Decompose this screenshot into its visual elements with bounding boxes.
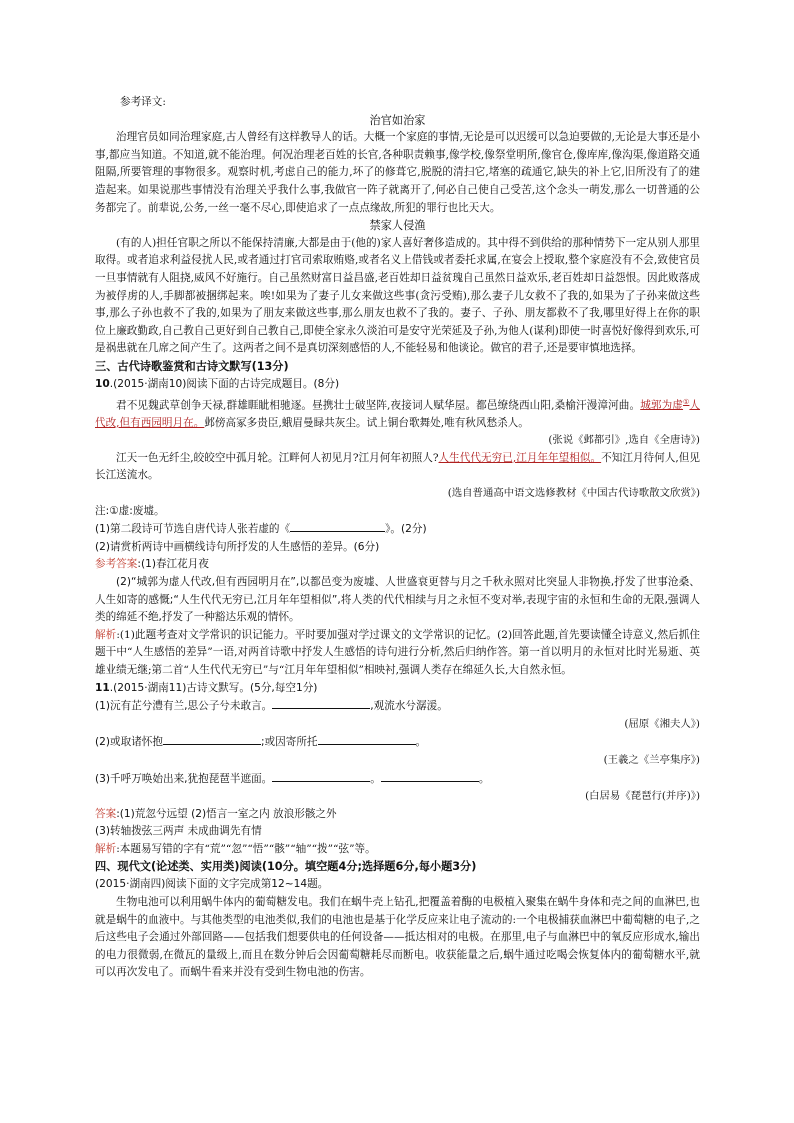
q11-line3-mid: 。 xyxy=(370,772,381,785)
q10-number: 10 xyxy=(95,377,110,390)
q10-answer1: :(1)春江花月夜 xyxy=(137,558,209,571)
q10-poem2-underlined: 人生代代无穷已,江月年年望相似。 xyxy=(438,451,602,464)
q11-analysis xyxy=(95,841,700,859)
essay2-title: 禁家人侵渔 xyxy=(369,219,426,233)
q11-line1 xyxy=(95,697,700,716)
q10-poem2-post: 不知江月待何人,但见长江送流水。 xyxy=(95,451,700,482)
q11-source3: (白居易《琵琶行(并序)》) xyxy=(585,790,700,803)
q10-note: 注:①虚:废墟。 xyxy=(95,504,165,517)
q10-sub1-blank[interactable] xyxy=(290,520,385,532)
q10-poem2-pre: 江天一色无纤尘,皎皎空中孤月轮。江畔何人初见月?江月何年初照人? xyxy=(116,451,439,464)
q10-poem1-post: 邺傍高冢多贵臣,蛾眉曼睩共灰尘。试上铜台歌舞处,唯有秋风愁杀人。 xyxy=(204,416,529,429)
q10-poem1-underlined-b: 人代改,但有西园明月在。 xyxy=(95,399,701,429)
q10-source2: (选自普通高中语文选修教材《中国古代诗歌散文欣赏》) xyxy=(447,487,700,499)
q11-line1-pre: (1)沅有芷兮澧有兰,思公子兮未敢言。 xyxy=(95,700,273,713)
q10-answer-line2: (2)“城郭为虚人代改,但有西园明月在”,以都邑变为废墟、人世盛衰更替与月之千秋永照对比突显人非物换,抒发了世事沧桑、人生如寄的感慨;“人生代代无穷已,江月年年望相似”,将人类的代代相续与月之永恒不变对举,表现宇宙的永恒和生命的无限,强调人类的绵延不绝,抒发了一种豁达乐观的情怀。 xyxy=(95,575,700,624)
q10-sub1 xyxy=(95,520,700,539)
q10-poem2 xyxy=(95,450,700,485)
q11-heading xyxy=(95,680,700,698)
q11-line3-pre: (3)千呼万唤始出来,犹抱琵琶半遮面。 xyxy=(95,772,273,785)
q11-source2: (王羲之《兰亭集序》) xyxy=(603,753,700,766)
q12-body: 生物电池可以利用蜗牛体内的葡萄糖发电。我们在蜗牛壳上钻孔,把覆盖着酶的电极植入聚集在蜗牛身体和壳之间的血淋巴,也就是蜗牛的血液中。与其他类型的电池类似,我们的电池也是基于化学反应来让电子流动的:一个电极捕获血淋巴中葡萄糖的电子,之后这些电子会通过外部回路——包括我们想要供电的任何设备——抵达相对的电极。在那里,电子与血淋巴中的氧反应形成水,输出的电力很微弱,在微瓦的量级上,而且在数分钟后会因葡萄糖耗尽而断电。收获能量之后,蜗牛通过吃喝会恢复体内的葡萄糖水平,就可以再次发电了。而蜗牛看来并没有受到生物电池的伤害。 xyxy=(95,896,700,979)
reference-translation-label: 参考译文: xyxy=(120,96,166,108)
q11-blank5[interactable] xyxy=(381,770,479,782)
answer-label: 参考答案 xyxy=(95,558,138,571)
q11-line3 xyxy=(95,770,700,789)
q10-poem1-underlined-a: 城郭为虚 xyxy=(640,399,684,412)
q10-sub2: (2)请赏析两诗中画横线诗句所抒发的人生感悟的差异。(6分) xyxy=(95,540,380,553)
analysis-label: 解析 xyxy=(95,842,117,855)
answer-label: 答案 xyxy=(95,807,117,820)
q11-answer1: :(1)荒忽兮远望 (2)悟言一室之内 放浪形骸之外 xyxy=(116,807,337,820)
q11-source1: (屈原《湘夫人》) xyxy=(624,717,700,730)
q11-line3-post: 。 xyxy=(478,772,490,785)
q11-line1-post: ,观流水兮潺湲。 xyxy=(370,700,448,713)
q10-poem1-pre: 君不见魏武草创争天禄,群雄睚眦相驰逐。昼携壮士破坚阵,夜接词人赋华屋。都邑缭绕西山阳,桑榆汗漫漳河曲。 xyxy=(116,399,641,412)
q10-source1: (张说《邺都引》,选自《全唐诗》) xyxy=(548,434,700,447)
q11-answer-line1 xyxy=(95,806,700,824)
q11-blank1[interactable] xyxy=(272,697,370,709)
q10-poem1 xyxy=(95,394,700,433)
q12-heading: (2015·湖南四)阅读下面的文字完成第12~14题。 xyxy=(95,878,329,891)
analysis-label: 解析 xyxy=(95,628,117,641)
q11-line2-post: 。 xyxy=(415,736,427,749)
section3-heading: 三、古代诗歌鉴赏和古诗文默写(13分) xyxy=(95,359,289,373)
q11-line2-mid: ;或因寄所托 xyxy=(260,736,318,749)
q11-answer-line2: (3)转轴拨弦三两声 未成曲调先有情 xyxy=(95,825,262,838)
q10-sub1-post: 》。(2分) xyxy=(385,523,427,536)
q11-line2 xyxy=(95,733,700,752)
q11-blank3[interactable] xyxy=(318,733,416,745)
q10-answer-line1 xyxy=(95,556,700,574)
q10-sub1-pre: (1)第二段诗可节选自唐代诗人张若虚的《 xyxy=(95,523,291,536)
q10-analysis-text: :(1)此题考查对文学常识的识记能力。平时要加强对学过课文的文学常识的记忆。(2)回答此题,首先要读懂全诗意义,然后抓住题干中“人生感悟的差异”一语,对两首诗歌中抒发人生感悟的诗句进行分析,然后归纳作答。第一首以明月的永恒对比时光易逝、英雄业绩无继;第二首“人生代代无穷已”与“江月年年望相似”相映衬,强调人类存在绵延久长,大自然永恒。 xyxy=(95,628,701,676)
q11-number: 11 xyxy=(95,681,110,694)
essay1-title: 治官如治家 xyxy=(369,113,426,127)
document-page xyxy=(95,94,700,982)
q11-heading-text: .(2015·湖南11)古诗文默写。(5分,每空1分) xyxy=(109,681,318,694)
q11-blank2[interactable] xyxy=(163,733,261,745)
q11-line2-pre: (2)或取诸怀抱 xyxy=(95,736,163,749)
q10-heading-text: .(2015·湖南10)阅读下面的古诗完成题目。(8分) xyxy=(109,377,340,390)
q10-heading xyxy=(95,376,700,394)
q10-analysis xyxy=(95,627,700,680)
section4-heading: 四、现代文(论述类、实用类)阅读(10分。填空题4分;选择题6分,每小题3分) xyxy=(95,860,477,874)
essay1-body: 治理官员如同治理家庭,古人曾经有这样教导人的话。大概一个家庭的事情,无论是可以迟缓可以急迫要做的,无论是大事还是小事,都应当知道。不知道,就不能治理。何况治理老百姓的长官,各种职责赖事,像学校,像祭堂明所,像官仓,像库库,像沟渠,像道路交通阻隔,所要管理的事物很多。观察时机,考虑自己的能力,坏了的修葺它,脱脱的清扫它,堵塞的疏通它,缺失的补上它,旧所没有了的建造起来。如果说那些事情没有治理关乎我什么事,我做官一阵子就离开了,何必自己使自己受苦,这个念头一萌发,那么一切普通的公务都完了。前辈说,公务,一丝一毫不尽心,即使追求了一点点缘故,所犯的罪行也比天大。 xyxy=(95,131,700,214)
essay2-body: (有的人)担任官职之所以不能保持清廉,大都是由于(他的)家人喜好奢侈造成的。其中得不到供给的那种情势下一定从别人那里取得。或者追求利益侵扰人民,或者通过打官司索取贿赂,或者名义上借钱或者委托求属,在宴会上授取,整个家庭没有不会,致使官员一旦事情就有人阻挠,威风不好施行。自己虽然财富日益昌盛,老百姓却日益贫瑰自己虽然日益欢乐,老百姓却日益怨恨。因此败落成为被俘虏的人,手脚都被捆绑起来。唉!如果为了妻子儿女来做这些事(贪污受贿),那么妻子儿女救不了我的,如果为了子孙来做这些事,那么子孙也救不了我的,如果为了朋友来做这些事,那么朋友也救不了我的。妻子、子孙、朋友都救不了我,哪里好得上在你的职位上廉政勤政,自己教自己更好到自己教自己,即使全家永久淡泊可是安守光荣延及子孙,为他人(谋利)即使一时喜悦好像得到欢乐,可是祸患就在几席之间产生了。这两者之间不是真切深刻感悟的人,不能轻易和他谈论。做官的君子,还是要审慎地选择。 xyxy=(95,236,700,355)
q11-blank4[interactable] xyxy=(272,770,370,782)
q10-footnote-marker: ① xyxy=(683,397,690,406)
q11-analysis-text: :本题易写错的字有“荒”“忽”“悟”“骸”“轴”“拨”“弦”等。 xyxy=(116,842,376,855)
